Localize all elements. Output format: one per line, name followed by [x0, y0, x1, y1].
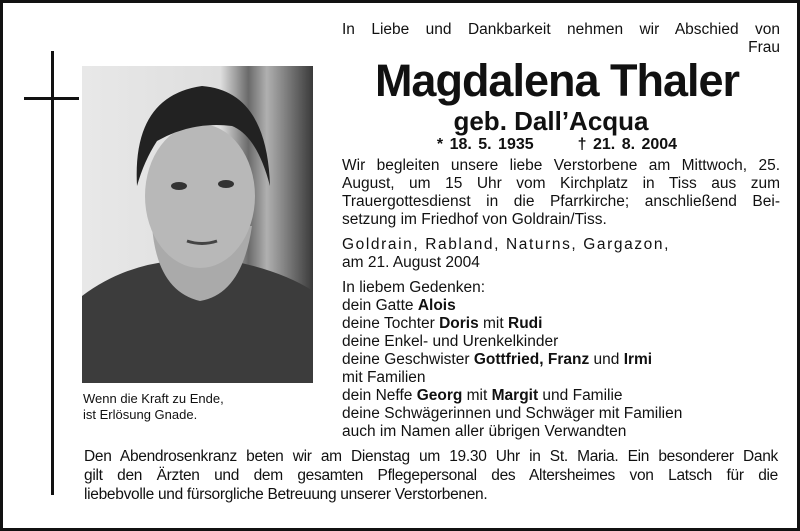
- mourner-text: dein Gatte: [342, 297, 418, 314]
- funeral-line: Wir begleiten unsere liebe Verstorbene am Mittwoch, 25.: [342, 157, 780, 174]
- mourner-line: [342, 315, 780, 333]
- photo-caption: [83, 391, 224, 423]
- mourner-line: [342, 351, 780, 369]
- mourner-line: [342, 423, 780, 441]
- cross-icon-bar: [24, 97, 79, 100]
- intro-text: [342, 21, 780, 57]
- portrait-photo: [82, 66, 313, 383]
- mourner-name: Irmi: [623, 351, 653, 368]
- intro-line: Frau: [748, 39, 780, 56]
- mourner-text: und Familie: [538, 387, 623, 404]
- mourner-line: [342, 405, 780, 423]
- death-date: † 21. 8. 2004: [577, 136, 678, 153]
- life-dates: [342, 136, 772, 154]
- place-line: Goldrain, Rabland, Naturns, Gargazon,: [342, 236, 671, 253]
- mourner-name: Georg: [416, 387, 463, 404]
- funeral-line: setzung im Friedhof von Goldrain/Tiss.: [342, 211, 607, 228]
- mourner-name: Doris: [439, 315, 479, 332]
- funeral-line: Trauergottesdienst in die Pfarrkirche; anschließend Bei-: [342, 193, 780, 210]
- mourners-list: [342, 279, 780, 441]
- closing-line: liebebvolle und fürsorgliche Betreuung unserer Verstorbenen.: [84, 486, 488, 503]
- mourner-text: dein Neffe: [342, 387, 417, 404]
- mourner-text: und: [589, 351, 624, 368]
- mourner-text: mit: [462, 387, 492, 404]
- intro-line: In Liebe und Dankbarkeit nehmen wir Abschied von: [342, 21, 780, 38]
- mourner-line: [342, 369, 780, 387]
- closing-line: Den Abendrosenkranz beten wir am Dienstag um 19.30 Uhr in St. Maria. Ein besonderer Dank: [84, 448, 778, 465]
- caption-line: ist Erlösung Gnade.: [83, 407, 198, 422]
- caption-line: Wenn die Kraft zu Ende,: [83, 391, 224, 406]
- mourner-name: Alois: [417, 297, 456, 314]
- closing-text: [84, 447, 778, 504]
- mourner-line: [342, 297, 780, 315]
- funeral-details: [342, 157, 780, 229]
- mourner-text: deine Schwägerinnen und Schwäger mit Familien: [342, 405, 683, 422]
- mourner-text: deine Geschwister: [342, 351, 474, 368]
- mourner-name: Margit: [491, 387, 539, 404]
- date-line: am 21. August 2004: [342, 254, 480, 271]
- deceased-name: Magdalena Thaler: [374, 55, 740, 106]
- mourner-name: Gottfried, Franz: [473, 351, 590, 368]
- mourner-line: [342, 333, 780, 351]
- place-date: [342, 236, 780, 272]
- maiden-name: geb. Dall’Acqua: [453, 106, 649, 136]
- cross-icon: [51, 51, 54, 495]
- mourner-text: mit: [478, 315, 508, 332]
- funeral-line: August, um 15 Uhr vom Kirchplatz in Tiss aus zum: [342, 175, 780, 192]
- mourner-text: auch im Namen aller übrigen Verwandten: [342, 423, 627, 440]
- mourner-text: mit Familien: [342, 369, 426, 386]
- closing-line: gilt den Ärzten und dem gesamten Pflegepersonal des Altersheimes von Latsch für die: [84, 467, 778, 484]
- mourner-line: [342, 387, 780, 405]
- mourner-name: Rudi: [508, 315, 543, 332]
- mourner-text: deine Enkel- und Urenkelkinder: [342, 333, 559, 350]
- birth-date: * 18. 5. 1935: [436, 136, 534, 153]
- mourner-text: deine Tochter: [342, 315, 440, 332]
- mourners-heading: In liebem Gedenken:: [342, 279, 486, 296]
